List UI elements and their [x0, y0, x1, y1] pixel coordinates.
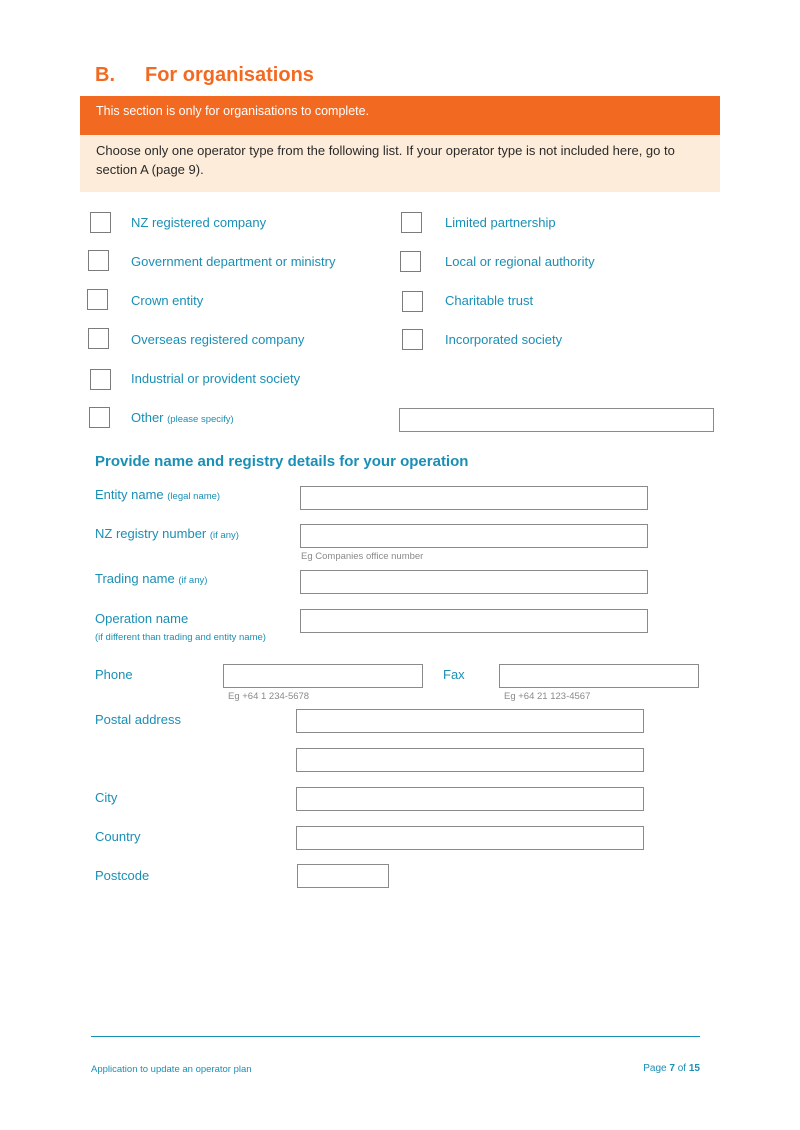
checkbox-charitable-trust[interactable]: [402, 291, 423, 312]
checkbox-government-department[interactable]: [88, 250, 109, 271]
postcode-input[interactable]: [297, 864, 389, 888]
label-government-department: Government department or ministry: [131, 254, 336, 269]
operation-name-note: (if different than trading and entity name): [95, 632, 266, 643]
fax-input[interactable]: [499, 664, 699, 688]
operation-name-label: Operation name: [95, 611, 189, 626]
nz-registry-number-note: (if any): [209, 530, 239, 541]
label-other-note: (please specify): [167, 414, 234, 425]
trading-name-label: [95, 571, 207, 586]
section-title: For organisations: [145, 64, 314, 86]
checkbox-other[interactable]: [89, 407, 110, 428]
footer-page-number: [600, 1063, 700, 1074]
operation-name-input[interactable]: [300, 609, 648, 633]
checkbox-incorporated-society[interactable]: [402, 329, 423, 350]
country-label: Country: [95, 829, 141, 844]
fax-label: Fax: [443, 667, 465, 682]
nz-registry-number-label: [95, 526, 239, 541]
section-banner: This section is only for organisations to complete.: [80, 96, 720, 135]
city-label: City: [95, 790, 118, 805]
label-charitable-trust: Charitable trust: [445, 293, 534, 308]
footer-page-label: Page: [643, 1063, 667, 1074]
city-input[interactable]: [296, 787, 644, 811]
postal-address-line2-input[interactable]: [296, 748, 644, 772]
phone-label: Phone: [95, 667, 133, 682]
footer-page-of: of: [677, 1063, 687, 1074]
label-overseas-registered-company: Overseas registered company: [131, 332, 305, 347]
checkbox-nz-registered-company[interactable]: [90, 212, 111, 233]
entity-name-label-text: Entity name: [95, 487, 164, 502]
footer-document-title: Application to update an operator plan: [91, 1064, 252, 1075]
postal-address-label: Postal address: [95, 712, 181, 727]
checkbox-local-regional-authority[interactable]: [400, 251, 421, 272]
postal-address-line1-input[interactable]: [296, 709, 644, 733]
fax-hint: Eg +64 21 123-4567: [504, 691, 591, 702]
entity-name-input[interactable]: [300, 486, 648, 510]
checkbox-crown-entity[interactable]: [87, 289, 108, 310]
label-local-regional-authority: Local or regional authority: [445, 254, 595, 269]
footer-divider: [91, 1036, 700, 1037]
label-other: [131, 410, 234, 425]
entity-name-note: (legal name): [167, 491, 221, 502]
section-letter: B.: [95, 64, 115, 86]
instructions-text: Choose only one operator type from the following list. If your operator type is not included here, go to section A (page 9).: [80, 135, 720, 192]
checkbox-limited-partnership[interactable]: [401, 212, 422, 233]
footer-page-current: 7: [669, 1063, 675, 1074]
postcode-label: Postcode: [95, 868, 150, 883]
label-other-text: Other: [131, 410, 164, 425]
label-crown-entity: Crown entity: [131, 293, 204, 308]
country-input[interactable]: [296, 826, 644, 850]
phone-input[interactable]: [223, 664, 423, 688]
phone-hint: Eg +64 1 234-5678: [228, 691, 310, 702]
label-incorporated-society: Incorporated society: [445, 332, 563, 347]
checkbox-overseas-registered-company[interactable]: [88, 328, 109, 349]
nz-registry-number-label-text: NZ registry number: [95, 526, 207, 541]
section-heading: [95, 64, 314, 87]
trading-name-note: (if any): [178, 575, 208, 586]
label-nz-registered-company: NZ registered company: [131, 215, 267, 230]
registry-heading: Provide name and registry details for your operation: [95, 453, 469, 470]
nz-registry-number-input[interactable]: [300, 524, 648, 548]
trading-name-label-text: Trading name: [95, 571, 175, 586]
trading-name-input[interactable]: [300, 570, 648, 594]
checkbox-industrial-provident-society[interactable]: [90, 369, 111, 390]
label-industrial-provident-society: Industrial or provident society: [131, 371, 301, 386]
footer-page-total: 15: [688, 1063, 700, 1074]
label-limited-partnership: Limited partnership: [445, 215, 556, 230]
entity-name-label: [95, 487, 220, 502]
other-specify-input[interactable]: [399, 408, 714, 432]
nz-registry-hint: Eg Companies office number: [301, 551, 424, 562]
